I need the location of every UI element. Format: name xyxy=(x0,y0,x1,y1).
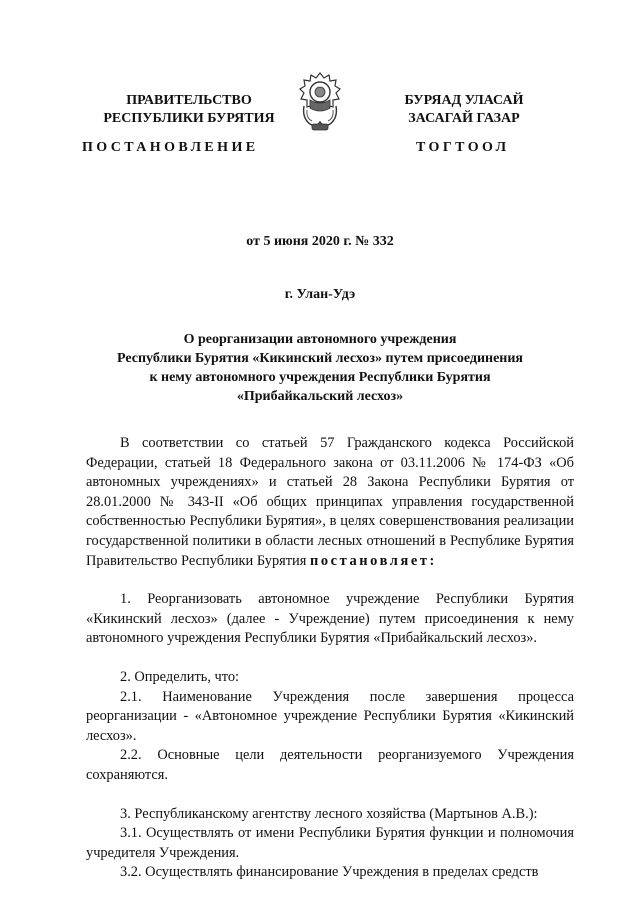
clause-2-1: 2.1. Наименование Учреждения после завершения процесса реорганизации - «Автономное учреждение Республики Бурятия «Кикинский лесхоз». xyxy=(86,688,574,744)
header-left xyxy=(94,92,284,128)
title-line3: к нему автономного учреждения Республики Бурятия xyxy=(149,370,491,385)
city-name: г. Улан-Удэ xyxy=(284,287,356,302)
title-line1: О реорганизации автономного учреждения xyxy=(183,332,457,347)
title-line2: Республики Бурятия «Кикинский лесхоз» путем присоединения xyxy=(116,351,524,366)
decree-label-left: ПОСТАНОВЛЕНИЕ xyxy=(82,140,259,155)
republic-coat-of-arms-icon xyxy=(296,70,344,134)
decree-title xyxy=(100,330,540,406)
title-line4: «Прибайкальский лесхоз» xyxy=(236,389,404,404)
preamble-paragraph xyxy=(86,434,574,571)
clause-2: 2. Определить, что: xyxy=(120,668,240,685)
clause-3: 3. Республиканскому агентству лесного хозяйства (Мартынов А.В.): xyxy=(120,805,538,822)
header-right xyxy=(394,92,534,128)
preamble-text: В соответствии со статьей 57 Гражданского кодекса Российской Федерации, статьей 18 Федерального закона от 03.11.2006 № 174-ФЗ «Об автономных учреждениях» и статьей 28 Закона Республики Бурятия от 28.01.2000 № 343-II «Об общих принципах управления государственной собственностью Республики Бурятия», в целях совершенствования реализации государственной политики в области лесных отношений в Республике Бурятия Правительство Республики Бурятия xyxy=(86,435,574,569)
decree-label-right: ТОГТООЛ xyxy=(416,140,510,155)
header-left-line1: ПРАВИТЕЛЬСТВО xyxy=(126,93,252,108)
header-left-line2: РЕСПУБЛИКИ БУРЯТИЯ xyxy=(103,111,275,126)
header-right-line2: ЗАСАГАЙ ГАЗАР xyxy=(408,111,520,126)
clause-3-2: 3.2. Осуществлять финансирование Учреждения в пределах средств xyxy=(120,864,539,881)
clause-1: 1. Реорганизовать автономное учреждение Республики Бурятия «Кикинский лесхоз» (далее - Учреждение) путем присоединения к нему автономного учреждения Республики Бурятия «Прибайкальский лесхоз». xyxy=(86,591,574,647)
header-right-line1: БУРЯАД УЛАСАЙ xyxy=(404,93,524,108)
clause-2-2: 2.2. Основные цели деятельности реорганизуемого Учреждения сохраняются. xyxy=(86,747,574,783)
decree-date-number: от 5 июня 2020 г. № 332 xyxy=(246,234,394,249)
resolves-word: постановляет: xyxy=(309,552,437,569)
decree-body xyxy=(86,434,574,883)
clause-3-1: 3.1. Осуществлять от имени Республики Бурятия функции и полномочия учредителя Учреждения. xyxy=(86,825,574,861)
